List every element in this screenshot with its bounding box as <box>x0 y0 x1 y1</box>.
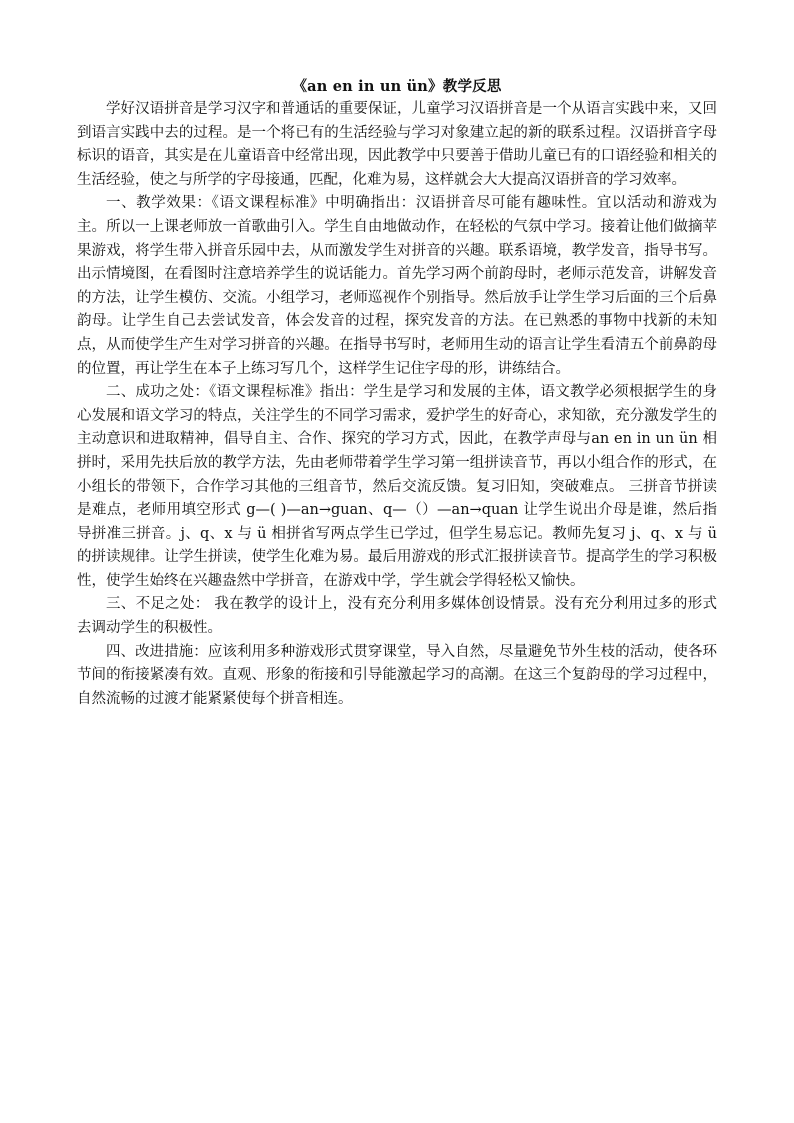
intro-paragraph: 学好汉语拼音是学习汉字和普通话的重要保证，儿童学习汉语拼音是一个从语言实践中来，又回到语言实践中去的过程。是一个将已有的生活经验与学习对象建立起的新的联系过程。汉语拼音字母标识的语音，其实是在儿童语音中经常出现，因此教学中只要善于借助儿童已有的口语经验和相关的生活经验，使之与所学的字母接通，匹配，化难为易，这样就会大大提高汉语拼音的学习效率。 <box>77 101 717 188</box>
success-paragraph: 二、成功之处：《语文课程标准》指出：学生是学习和发展的主体，语文教学必须根据学生的身心发展和语文学习的特点，关注学生的不同学习需求，爱护学生的好奇心，求知欲，充分激发学生的主动意识和进取精神，倡导自主、合作、探究的学习方式，因此，在教学声母与an en in un ün 相拼时，采用先扶后放的教学方法，先由老师带着学生学习第一组拼读音节，再以小组合作的形式，在小组长的带领下，合作学习其他的三组音节，然后交流反馈。复习旧知，突破难点。 三拼音节拼读是难点，老师用填空形式 g—( )—an→guan、q—（）—an→quan 让学生说出介母是谁，然后指导拼准三拼音。j、q、x 与 ü 相拼省写两点学生已学过，但学生易忘记。教师先复习 j、q、x 与 ü 的拼读规律。让学生拼读，使学生化难为易。最后用游戏的形式汇报拼读音节。提高学生的学习积极性，使学生始终在兴趣盎然中学拼音，在游戏中学，学生就会学得轻松又愉快。 <box>77 384 717 589</box>
document-title: 《an en in un ün》教学反思 <box>292 78 502 95</box>
teaching-effect-paragraph: 一、教学效果：《语文课程标准》中明确指出：汉语拼音尽可能有趣味性。宜以活动和游戏为主。所以一上课老师放一首歌曲引入。学生自由地做动作，在轻松的气氛中学习。接着让他们做摘苹果游戏，将学生带入拼音乐园中去，从而激发学生对拼音的兴趣。联系语境，教学发音，指导书写。出示情境图，在看图时注意培养学生的说话能力。首先学习两个前韵母时，老师示范发音，讲解发音的方法，让学生模仿、交流。小组学习，老师巡视作个别指导。然后放手让学生学习后面的三个后鼻韵母。让学生自己去尝试发音，体会发音的过程，探究发音的方法。在已熟悉的事物中找新的未知点，从而使学生产生对学习拼音的兴趣。在指导书写时，老师用生动的语言让学生看清五个前鼻韵母的位置，再让学生在本子上练习写几个，这样学生记住字母的形，讲练结合。 <box>77 195 717 377</box>
document-page <box>77 76 717 711</box>
shortcomings-paragraph: 三、不足之处： 我在教学的设计上，没有充分利用多媒体创设情景。没有充分利用过多的形式去调动学生的积极性。 <box>77 596 717 637</box>
improvement-paragraph: 四、改进措施：应该利用多种游戏形式贯穿课堂，导入自然，尽量避免节外生枝的活动，使各环节间的衔接紧凑有效。直观、形象的衔接和引导能激起学习的高潮。在这三个复韵母的学习过程中，自然流畅的过渡才能紧紧使每个拼音相连。 <box>77 643 717 707</box>
